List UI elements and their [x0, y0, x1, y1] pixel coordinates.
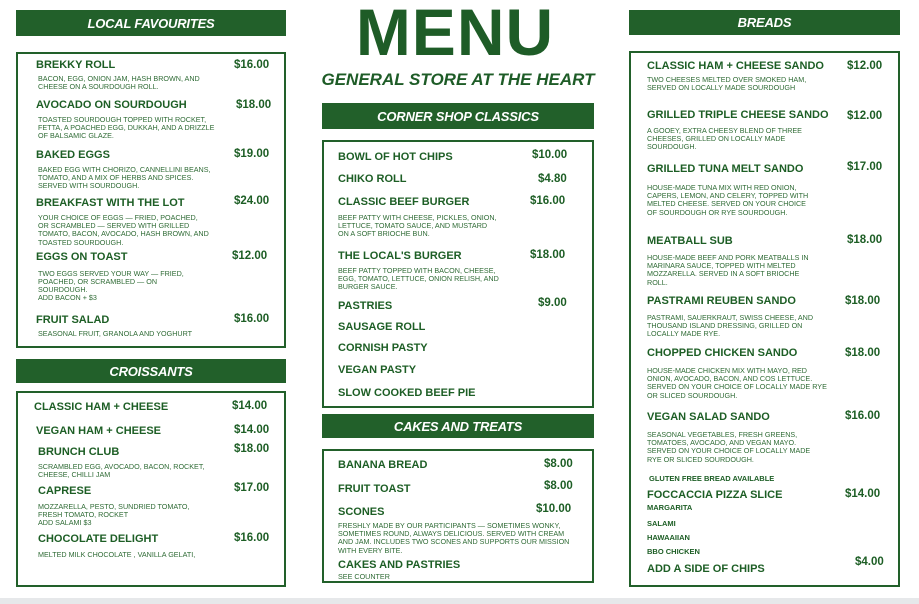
item-name: THE LOCAL'S BURGER — [338, 250, 462, 262]
item-extra: ADD BACON + $3 — [38, 293, 97, 302]
item-name: CAPRESE — [38, 485, 92, 497]
item-extra: ADD SALAMI $3 — [38, 518, 92, 527]
item-price: $12.00 — [232, 250, 268, 262]
item-price: $14.00 — [234, 424, 270, 436]
item-price: $18.00 — [530, 249, 566, 261]
item-price: $24.00 — [234, 195, 270, 207]
item-price: $4.00 — [855, 556, 884, 568]
corner-shop-heading: CORNER SHOP CLASSICS — [322, 103, 594, 129]
page-title: MENU — [355, 0, 555, 69]
item-name: VEGAN SALAD SANDO — [647, 411, 770, 423]
item-description: BAKED EGG WITH CHORIZO, CANNELLINI BEANS, TOMATO, AND A MIX OF HERBS AND SPICES. SERVED WITH SOURDOUGH. — [38, 165, 211, 191]
item-description: TWO CHEESES MELTED OVER SMOKED HAM, SERVED ON LOCALLY MADE SOURDOUGH — [647, 75, 807, 93]
item-price: $18.00 — [236, 99, 272, 111]
cakes-heading: CAKES AND TREATS — [322, 414, 594, 438]
item-name: SLOW COOKED BEEF PIE — [338, 387, 476, 399]
item-name: BREAKFAST WITH THE LOT — [36, 197, 185, 209]
item-description: YOUR CHOICE OF EGGS — FRIED, POACHED, OR SCRAMBLED — SERVED WITH GRILLED TOMATO, BACON, AVOCADO, HASH BROWN, AND TOASTED SOURDOUGH. — [38, 213, 209, 247]
item-price: $8.00 — [544, 458, 573, 470]
item-name: FOCCACCIA PIZZA SLICE — [647, 489, 783, 501]
item-name: PASTRIES — [338, 300, 393, 312]
item-description: MOZZARELLA, PESTO, SUNDRIED TOMATO, FRESH TOMATO, ROCKET — [38, 502, 190, 520]
corner-shop-panel — [322, 140, 594, 408]
focaccia-option: MARGARITA — [647, 503, 693, 512]
item-description: HOUSE-MADE BEEF AND PORK MEATBALLS IN MARINARA SAUCE, TOPPED WITH MELTED MOZZARELLA. SERVED IN A SOFT BRIOCHE ROLL. — [647, 253, 809, 287]
item-name: CLASSIC BEEF BURGER — [338, 196, 470, 208]
item-name: PASTRAMI REUBEN SANDO — [647, 295, 796, 307]
item-name: ADD A SIDE OF CHIPS — [647, 563, 765, 575]
item-name: SCONES — [338, 506, 385, 518]
item-price: $9.00 — [538, 297, 567, 309]
item-description: FRESHLY MADE BY OUR PARTICIPANTS — SOMETIMES WONKY, SOMETIMES ROUND, ALWAYS DELICIOUS. SERVED WITH CREAM AND JAM. INCLUDES TWO SCONES AND SUPPORTS OUR MISSION WITH EVERY BITE. — [338, 521, 570, 555]
local-favourites-panel — [16, 52, 286, 348]
item-price: $18.00 — [847, 234, 883, 246]
item-description: TOASTED SOURDOUGH TOPPED WITH ROCKET, FETTA, A POACHED EGG, DUKKAH, AND A DRIZZLE OF BALSAMIC GLAZE. — [38, 115, 215, 141]
item-description: BEEF PATTY TOPPED WITH BACON, CHEESE, EGG, TOMATO, LETTUCE, ONION RELISH, AND BURGER SAUCE. — [338, 266, 499, 292]
item-description: HOUSE-MADE TUNA MIX WITH RED ONION, CAPERS, LEMON, AND CELERY, TOPPED WITH MELTED CHEESE. SERVED ON YOUR CHOICE OF SOURDOUGH OR RYE SOURDOUGH. — [647, 183, 809, 217]
item-description: SEASONAL FRUIT, GRANOLA AND YOGHURT — [38, 329, 193, 338]
bottom-scroll-strip — [0, 598, 919, 604]
focaccia-option: SALAMI — [647, 519, 676, 528]
item-name: EGGS ON TOAST — [36, 251, 128, 263]
item-price: $18.00 — [845, 295, 881, 307]
item-price: $16.00 — [234, 313, 270, 325]
item-price: $19.00 — [234, 148, 270, 160]
item-description: TWO EGGS SERVED YOUR WAY — FRIED, POACHED, OR SCRAMBLED — ON SOURDOUGH. — [38, 269, 184, 295]
item-price: $14.00 — [845, 488, 881, 500]
item-price: $12.00 — [847, 110, 883, 122]
item-name: CHOPPED CHICKEN SANDO — [647, 347, 798, 359]
item-price: $17.00 — [847, 161, 883, 173]
item-name: FRUIT TOAST — [338, 483, 411, 495]
item-description: PASTRAMI, SAUERKRAUT, SWISS CHEESE, AND THOUSAND ISLAND DRESSING, GRILLED ON LOCALLY MADE RYE. — [647, 313, 814, 339]
item-description: HOUSE-MADE CHICKEN MIX WITH MAYO, RED ONION, AVOCADO, BACON, AND COS LETTUCE. SERVED ON YOUR CHOICE OF LOCALLY MADE RYE OR SLICED SOURDOUGH. — [647, 366, 827, 400]
item-price: $16.00 — [530, 195, 566, 207]
item-price: $12.00 — [847, 60, 883, 72]
breads-panel — [629, 51, 900, 587]
item-price: $14.00 — [232, 400, 268, 412]
cakes-panel — [322, 449, 594, 583]
item-name: BREKKY ROLL — [36, 59, 116, 71]
item-description: SEASONAL VEGETABLES, FRESH GREENS, TOMATOES, AVOCADO, AND VEGAN MAYO. SERVED ON YOUR CHOICE OF LOCALLY MADE RYE OR SLICED SOURDOUGH. — [647, 430, 811, 464]
breads-heading: BREADS — [629, 10, 900, 35]
item-name: BAKED EGGS — [36, 149, 110, 161]
gluten-free-note: GLUTEN FREE BREAD AVAILABLE — [649, 474, 775, 483]
croissants-heading: CROISSANTS — [16, 359, 286, 383]
item-name: GRILLED TUNA MELT SANDO — [647, 163, 804, 175]
item-price: $16.00 — [234, 59, 270, 71]
item-name: VEGAN PASTY — [338, 364, 417, 376]
item-name: FRUIT SALAD — [36, 314, 110, 326]
item-description: BACON, EGG, ONION JAM, HASH BROWN, AND CHEESE ON A SOURDOUGH ROLL. — [38, 74, 200, 92]
item-price: $16.00 — [845, 410, 881, 422]
local-favourites-heading: LOCAL FAVOURITES — [16, 10, 286, 36]
item-name: SAUSAGE ROLL — [338, 321, 426, 333]
item-name: MEATBALL SUB — [647, 235, 733, 247]
item-name: VEGAN HAM + CHEESE — [36, 425, 161, 437]
item-name: CHOCOLATE DELIGHT — [38, 533, 159, 545]
item-description: SCRAMBLED EGG, AVOCADO, BACON, ROCKET, CHEESE, CHILLI JAM — [38, 462, 205, 480]
item-price: $16.00 — [234, 532, 270, 544]
item-price: $17.00 — [234, 482, 270, 494]
item-description: SEE COUNTER — [338, 572, 390, 581]
item-price: $18.00 — [845, 347, 881, 359]
item-description: A GOOEY, EXTRA CHEESY BLEND OF THREE CHEESES, GRILLED ON LOCALLY MADE SOURDOUGH. — [647, 126, 802, 152]
item-name: BRUNCH CLUB — [38, 446, 120, 458]
item-price: $18.00 — [234, 443, 270, 455]
item-price: $10.00 — [536, 503, 572, 515]
item-description: BEEF PATTY WITH CHEESE, PICKLES, ONION, LETTUCE, TOMATO SAUCE, AND MUSTARD ON A SOFT BRIOCHE BUN. — [338, 213, 497, 239]
item-name: BOWL OF HOT CHIPS — [338, 151, 453, 163]
item-name: CLASSIC HAM + CHEESE — [34, 401, 169, 413]
page-subtitle: GENERAL STORE AT THE HEART — [321, 70, 595, 89]
item-description: MELTED MILK CHOCOLATE , VANILLA GELATI, — [38, 550, 196, 559]
item-price: $10.00 — [532, 149, 568, 161]
item-name: BANANA BREAD — [338, 459, 428, 471]
focaccia-option: BBO CHICKEN — [647, 547, 700, 556]
croissants-panel — [16, 391, 286, 587]
focaccia-option: HAWAAIIAN — [647, 533, 690, 542]
item-name: CAKES AND PASTRIES — [338, 559, 461, 571]
item-name: CORNISH PASTY — [338, 342, 428, 354]
item-name: AVOCADO ON SOURDOUGH — [36, 99, 187, 111]
item-name: CHIKO ROLL — [338, 173, 407, 185]
item-name: CLASSIC HAM + CHEESE SANDO — [647, 60, 824, 72]
item-name: GRILLED TRIPLE CHEESE SANDO — [647, 109, 829, 121]
item-price: $8.00 — [544, 480, 573, 492]
item-price: $4.80 — [538, 173, 567, 185]
